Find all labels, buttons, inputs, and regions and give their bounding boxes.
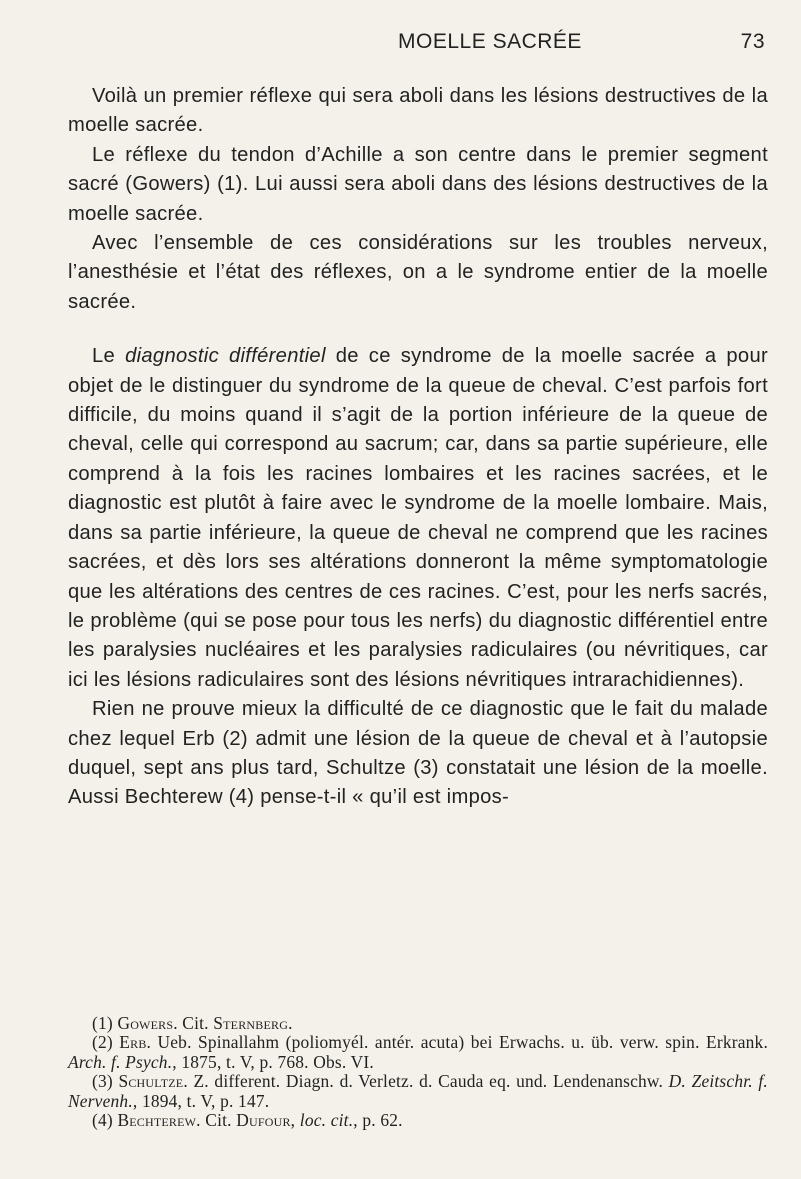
body-text [68,82,768,813]
paragraph: Rien ne prouve mieux la difficulté de ce diagnostic que le fait du malade chez lequel Erb (2) admit une lésion de la queue de cheval et à l’autopsie duquel, sept ans plus tard, Schultze (3) constatait une lésion de la moelle. Aussi Bechterew (4) pense-t-il « qu’il est impos- [68,698,768,809]
running-title: MOELLE SACRÉE [398,30,582,53]
page-header [215,30,765,60]
footnote: (3) Schultze. Z. different. Diagn. d. Verletz. d. Cauda eq. und. Lendenanschw. D. Zeitschr. f. Nervenh., 1894, t. V, p. 147. [68,1071,768,1111]
footnote: (4) Bechterew. Cit. Dufour, loc. cit., p. 62. [92,1110,403,1131]
paragraph: Avec l’ensemble de ces considérations sur les troubles nerveux, l’anesthésie et l’état des réflexes, on a le syndrome entier de la moelle sacrée. [68,232,768,313]
paragraph-diagnostic: Le diagnostic différentiel de ce syndrome de la moelle sacrée a pour objet de le distinguer du syndrome de la queue de cheval. C’est parfois fort difficile, du moins quand il s’agit de la portion inférieure de la queue de cheval, celle qui correspond au sacrum; car, dans sa partie supérieure, elle comprend à la fois les racines lombaires et les racines sacrées, et le diagnostic est plutôt à faire avec le syndrome de la moelle lombaire. Mais, dans sa partie inférieure, la queue de cheval ne comprend que les racines sacrées, et dès lors ses altérations donneront la même symptomatologie que les altérations des centres de ces racines. C’est, pour les nerfs sacrés, le problème (qui se pose pour tous les nerfs) du diagnostic différentiel entre les paralysies nucléaires et les paralysies radiculaires (ou névritiques, car ici les lésions radiculaires sont des lésions névritiques intrarachidiennes). [68,345,768,691]
footnotes [68,1014,768,1130]
footnote: (1) Gowers. Cit. Sternberg. [92,1013,293,1033]
paragraph: Voilà un premier réflexe qui sera aboli dans les lésions destructives de la moelle sacrée. [68,85,768,137]
footnote: (2) Erb. Ueb. Spinallahm (poliomyél. antér. acuta) bei Erwachs. u. üb. verw. spin. Erkrank. Arch. f. Psych., 1875, t. V, p. 768. Obs. VI. [68,1032,768,1072]
italic-term: diagnostic différentiel [125,345,326,368]
paragraph: Le réflexe du tendon d’Achille a son centre dans le premier segment sacré (Gowers) (1). Lui aussi sera aboli dans des lésions destructives de la moelle sacrée. [68,143,768,225]
page-number: 73 [740,30,765,53]
